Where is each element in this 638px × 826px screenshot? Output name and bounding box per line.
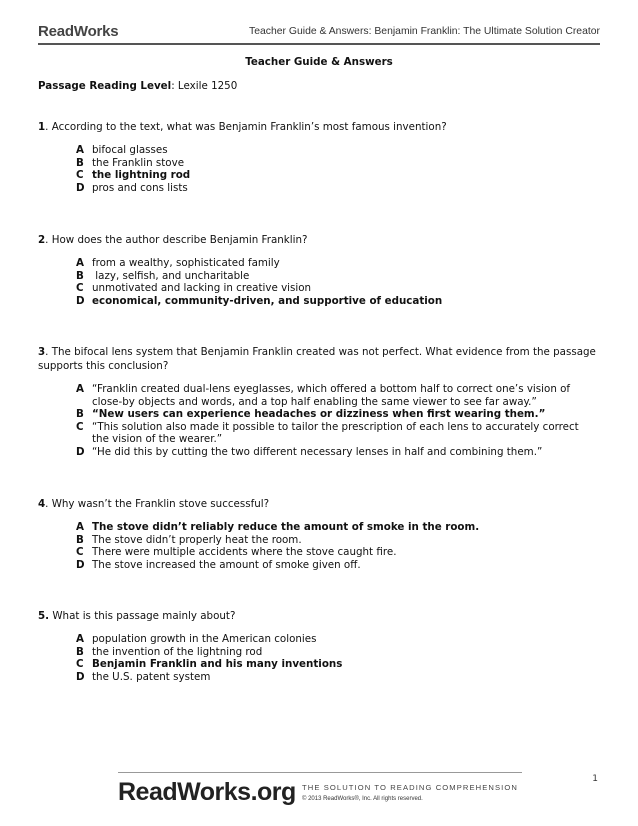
- readworks-logo: ReadWorks: [38, 23, 119, 40]
- answer-text: “Franklin created dual-lens eyeglasses, which offered a bottom half to correct one’s vision of close-by objects and words, and a top half enabling the same viewer to see far away.”: [92, 383, 571, 408]
- answer-text: The stove increased the amount of smoke given off.: [92, 558, 361, 571]
- page-header: [38, 20, 600, 46]
- question-stem: [38, 120, 598, 134]
- level-value: : Lexile 1250: [171, 80, 238, 92]
- correct-answer-option: [38, 521, 598, 534]
- answer-letter: D: [76, 670, 85, 683]
- answer-text: “New users can experience headaches or dizziness when first wearing them.”: [92, 408, 546, 420]
- answer-letter: D: [76, 445, 85, 458]
- header-divider: [38, 43, 600, 45]
- answer-letter: B: [76, 645, 84, 658]
- header-title: Teacher Guide & Answers: Benjamin Franklin: The Ultimate Solution Creator: [249, 26, 600, 37]
- answer-text: economical, community-driven, and supportive of education: [92, 294, 443, 307]
- question-stem: 5. What is this passage mainly about?: [38, 610, 236, 622]
- answer-list: [38, 257, 598, 307]
- question-number: 1: [38, 121, 46, 133]
- answer-option: [38, 633, 598, 646]
- answer-option: [38, 534, 598, 547]
- answer-letter: A: [76, 633, 84, 645]
- page-footer: [118, 772, 522, 812]
- answer-text: Benjamin Franklin and his many inventions: [92, 658, 343, 670]
- answer-letter: B: [76, 533, 84, 546]
- question-text: . How does the author describe Benjamin Franklin?: [45, 234, 308, 246]
- answer-text: the invention of the lightning rod: [92, 645, 263, 658]
- readworks-org-logo: ReadWorks.org: [118, 778, 296, 806]
- question-number: 2: [38, 234, 46, 246]
- answer-letter: C: [76, 420, 84, 433]
- answer-text: the lightning rod: [92, 169, 191, 181]
- answer-text: lazy, selfish, and uncharitable: [92, 269, 250, 282]
- answer-list: [38, 633, 598, 683]
- question-number: 4: [38, 498, 46, 510]
- answer-text: The stove didn’t properly heat the room.: [92, 533, 302, 546]
- answer-text: The stove didn’t reliably reduce the amount of smoke in the room.: [92, 521, 480, 533]
- answer-text: from a wealthy, sophisticated family: [92, 257, 280, 269]
- answer-letter: C: [76, 169, 84, 181]
- answer-text: “This solution also made it possible to tailor the prescription of each lens to accurately correct the vision of the wearer.”: [92, 420, 579, 445]
- answer-text: bifocal glasses: [92, 144, 168, 156]
- answer-letter: B: [76, 156, 84, 169]
- answer-letter: D: [76, 294, 85, 307]
- answer-option: [38, 646, 598, 659]
- answer-option: [38, 182, 598, 195]
- question-stem: [38, 497, 598, 511]
- answer-list: [38, 521, 598, 571]
- answer-text: There were multiple accidents where the stove caught fire.: [92, 546, 397, 558]
- answer-letter: D: [76, 558, 85, 571]
- answer-list: [38, 144, 598, 194]
- answer-letter: B: [76, 269, 84, 282]
- answer-text: the Franklin stove: [92, 156, 185, 169]
- question-text: . According to the text, what was Benjamin Franklin’s most famous invention?: [45, 121, 447, 133]
- footer-copyright: © 2013 ReadWorks®, Inc. All rights reserved.: [302, 796, 423, 802]
- passage-reading-level: [38, 80, 237, 92]
- page-title: Teacher Guide & Answers: [245, 56, 393, 68]
- question-1: [38, 120, 598, 194]
- question-number: 3: [38, 346, 46, 358]
- answer-text: pros and cons lists: [92, 181, 188, 194]
- question-number: 5: [38, 610, 46, 622]
- answer-option: [38, 157, 598, 170]
- page-number: 1: [592, 774, 598, 784]
- question-text: . Why wasn’t the Franklin stove successful?: [45, 498, 270, 510]
- answer-option: [38, 282, 598, 295]
- answer-list: [38, 383, 598, 458]
- correct-answer-option: [38, 295, 598, 308]
- answer-text: population growth in the American colonies: [92, 633, 317, 645]
- question-4: [38, 497, 598, 571]
- answer-text: the U.S. patent system: [92, 670, 211, 683]
- answer-letter: C: [76, 282, 84, 294]
- answer-option: [38, 421, 598, 446]
- answer-option: [38, 383, 598, 408]
- answer-text: unmotivated and lacking in creative vision: [92, 282, 312, 294]
- question-5: [38, 609, 598, 683]
- answer-letter: B: [76, 408, 84, 420]
- correct-answer-option: [38, 169, 598, 182]
- correct-answer-option: [38, 408, 598, 421]
- answer-letter: D: [76, 181, 85, 194]
- question-text: What is this passage mainly about?: [49, 610, 236, 622]
- answer-option: [38, 144, 598, 157]
- answer-option: [38, 671, 598, 684]
- footer-divider: [118, 772, 522, 773]
- level-label: Passage Reading Level: [38, 80, 172, 92]
- question-text: . The bifocal lens system that Benjamin Franklin created was not perfect. What evidence from the passage supports this conclusion?: [38, 346, 596, 372]
- answer-option: [38, 446, 598, 459]
- answer-letter: A: [76, 383, 84, 395]
- answer-letter: C: [76, 658, 84, 670]
- correct-answer-option: [38, 658, 598, 671]
- answer-letter: A: [76, 144, 84, 156]
- answer-letter: A: [76, 521, 84, 533]
- answer-option: [38, 559, 598, 572]
- answer-letter: A: [76, 257, 84, 269]
- question-2: [38, 233, 598, 307]
- question-3: [38, 345, 598, 458]
- answer-option: [38, 257, 598, 270]
- footer-tagline: THE SOLUTION TO READING COMPREHENSION: [302, 783, 518, 792]
- answer-text: “He did this by cutting the two different necessary lenses in half and combining them.”: [92, 445, 543, 458]
- answer-letter: C: [76, 546, 84, 558]
- question-stem: [38, 345, 598, 373]
- answer-option: [38, 270, 598, 283]
- answer-option: [38, 546, 598, 559]
- question-stem: [38, 233, 598, 247]
